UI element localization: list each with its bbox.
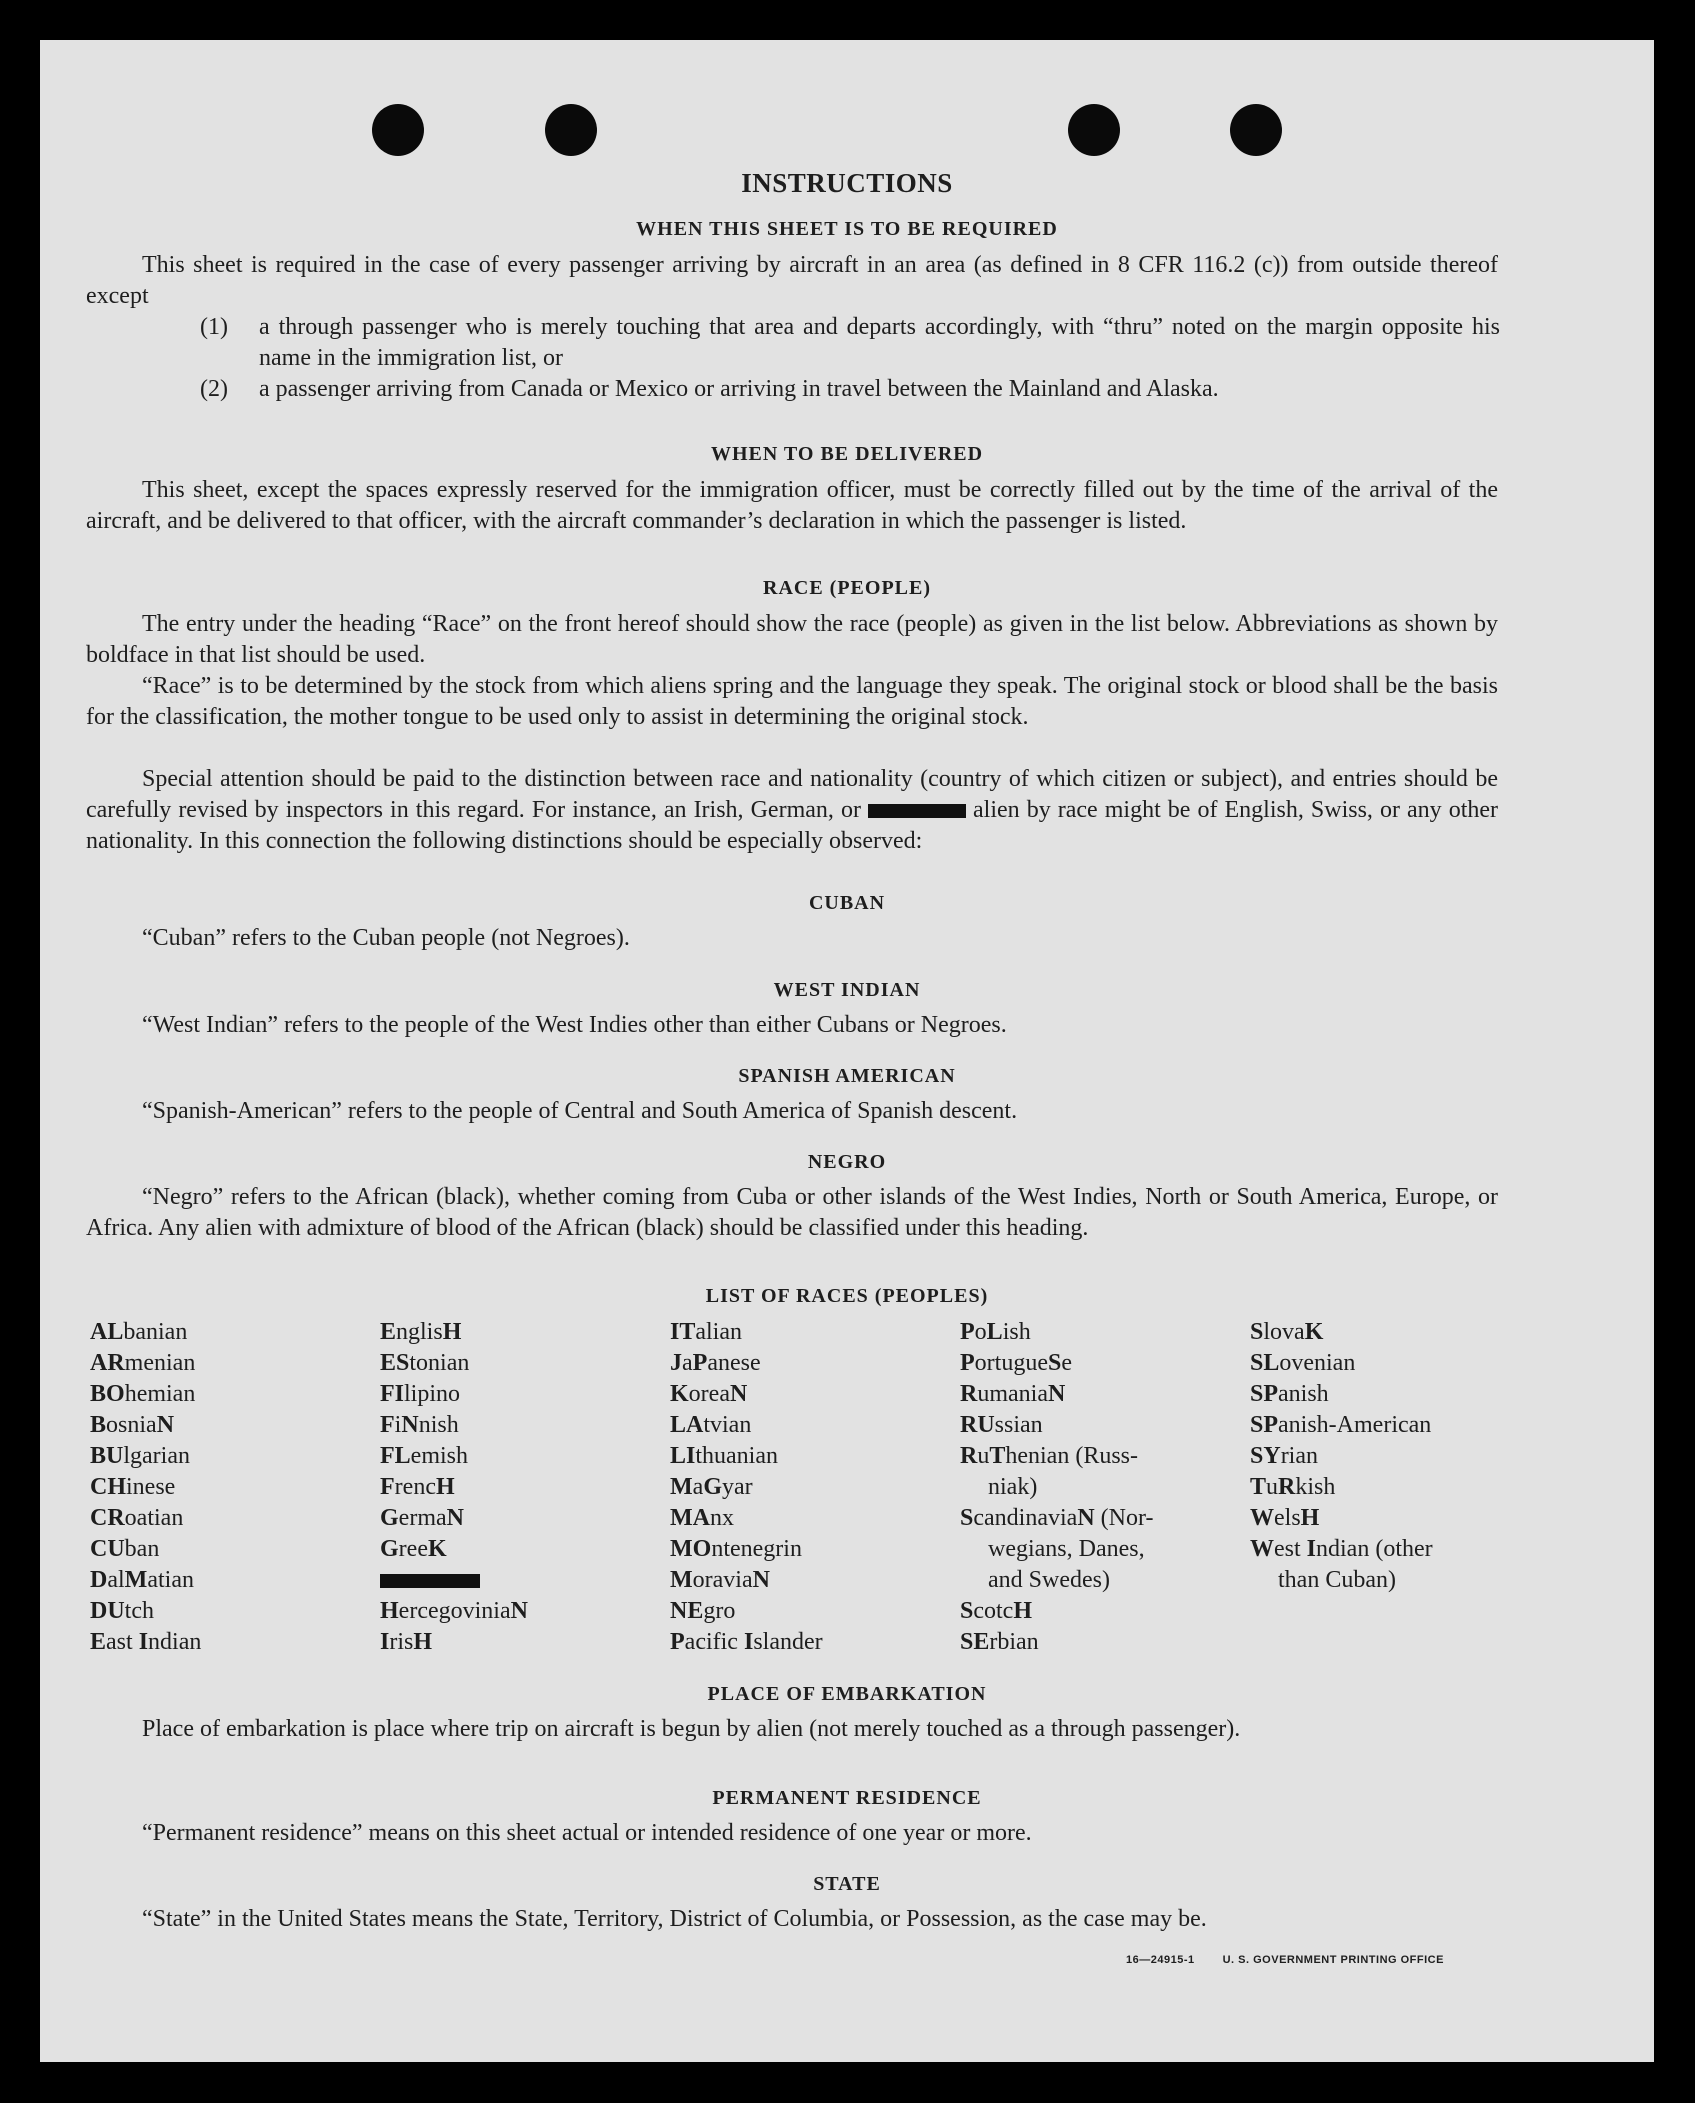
form-number: 16—24915-1 — [1126, 1954, 1195, 1966]
race-entry: BUlgarian — [90, 1443, 190, 1469]
races-column — [670, 1317, 950, 1658]
redaction-mark — [868, 804, 966, 818]
race-entry: MaGyar — [670, 1474, 753, 1500]
heading-spanish-american: SPANISH AMERICAN — [738, 1065, 956, 1087]
race-entry: MoraviaN — [670, 1567, 770, 1593]
race-paragraph-3-end: alien by race might be of English, Swiss, or any other nationality. In this connection the following distinctions should be especially observed: — [86, 797, 1499, 854]
race-entry: SPanish-American — [1250, 1412, 1432, 1438]
document-sheet — [40, 40, 1654, 2062]
race-paragraph-2: “Race” is to be determined by the stock from which aliens spring and the language they speak. The original stock or blood shall be the basis for the classification, the mother tongue to be used only to assist in determining the original stock. — [86, 673, 1498, 730]
heading-when-required: WHEN THIS SHEET IS TO BE REQUIRED — [636, 218, 1058, 240]
page-title: INSTRUCTIONS — [741, 168, 953, 198]
races-column — [380, 1317, 660, 1658]
item-number: (2) — [200, 376, 228, 402]
west-indian-text: “West Indian” refers to the people of the West Indies other than either Cubans or Negroes. — [142, 1012, 1007, 1038]
race-entry: RumaniaN — [960, 1381, 1066, 1407]
race-entry: East Indian — [90, 1629, 202, 1655]
race-entry: ITalian — [670, 1319, 742, 1345]
race-entry: niak) — [988, 1474, 1038, 1500]
race-entry: CUban — [90, 1536, 160, 1562]
race-entry: FLemish — [380, 1443, 468, 1469]
race-entry: KoreaN — [670, 1381, 748, 1407]
heading-cuban: CUBAN — [808, 892, 886, 914]
delivered-text: This sheet, except the spaces expressly reserved for the immigration officer, must be correctly filled out by the time of the arrival of the aircraft, and be delivered to that officer, with the aircraft commander’s declaration in which the passenger is listed. — [86, 477, 1498, 534]
races-column — [90, 1317, 370, 1658]
printer-name: U. S. GOVERNMENT PRINTING OFFICE — [1222, 1954, 1444, 1966]
race-entry: CHinese — [90, 1474, 176, 1500]
race-entry: RuThenian (Russ- — [960, 1443, 1139, 1469]
race-entry: CRoatian — [90, 1505, 184, 1531]
race-entry: DalMatian — [90, 1567, 194, 1593]
negro-text: “Negro” refers to the African (black), whether coming from Cuba or other islands of the West Indies, North or South America, Europe, or Africa. Any alien with admixture of blood of the African (black) should be classified under this heading. — [86, 1184, 1498, 1241]
punch-hole — [545, 104, 597, 156]
required-intro: This sheet is required in the case of every passenger arriving by aircraft in an area (as defined in 8 CFR 116.2 (c)) from outside thereof except — [86, 252, 1498, 309]
race-entry: EStonian — [380, 1350, 470, 1376]
race-entry: SLovenian — [1250, 1350, 1356, 1376]
punch-hole — [1068, 104, 1120, 156]
race-entry: PoLish — [960, 1319, 1031, 1345]
race-entry: EnglisH — [380, 1319, 462, 1345]
race-paragraph-1: The entry under the heading “Race” on the front hereof should show the race (people) as given in the list below. Abbreviations as shown by boldface in that list should be used. — [86, 611, 1498, 668]
state-text: “State” in the United States means the State, Territory, District of Columbia, or Possession, as the case may be. — [142, 1906, 1207, 1932]
exception-item-2 — [200, 374, 1500, 405]
race-entry: ARmenian — [90, 1350, 196, 1376]
footer-imprint — [1126, 1954, 1472, 1966]
race-entry: BOhemian — [90, 1381, 196, 1407]
embarkation-text: Place of embarkation is place where trip on aircraft is begun by alien (not merely touched as a through passenger). — [142, 1716, 1241, 1742]
race-entry: BosniaN — [90, 1412, 175, 1438]
race-entry: FIlipino — [380, 1381, 461, 1407]
punch-hole — [372, 104, 424, 156]
races-column — [960, 1317, 1240, 1658]
race-entry: WelsH — [1250, 1505, 1320, 1531]
race-entry: ALbanian — [90, 1319, 188, 1345]
cuban-text: “Cuban” refers to the Cuban people (not Negroes). — [142, 925, 630, 951]
item-text: a through passenger who is merely touching that area and departs accordingly, with “thru” noted on the margin opposite his name in the immigration list, or — [259, 314, 1500, 371]
race-entry: RUssian — [960, 1412, 1043, 1438]
race-entry: West Indian (other — [1250, 1536, 1433, 1562]
heading-embarkation: PLACE OF EMBARKATION — [707, 1683, 987, 1705]
race-entry: IrisH — [380, 1629, 433, 1655]
race-entry: GermaN — [380, 1505, 464, 1531]
heading-permanent-residence: PERMANENT RESIDENCE — [712, 1787, 982, 1809]
heading-when-delivered: WHEN TO BE DELIVERED — [710, 443, 984, 465]
race-entry — [380, 1565, 660, 1596]
punch-hole — [1230, 104, 1282, 156]
race-entry: PortugueSe — [960, 1350, 1072, 1376]
race-entry: SlovaK — [1250, 1319, 1324, 1345]
item-number: (1) — [200, 314, 228, 340]
race-entry: wegians, Danes, — [988, 1536, 1145, 1562]
race-entry: SYrian — [1250, 1443, 1318, 1469]
race-entry: HercegoviniaN — [380, 1598, 528, 1624]
heading-west-indian: WEST INDIAN — [773, 979, 921, 1001]
race-paragraph-3 — [86, 764, 1498, 857]
heading-list-of-races: LIST OF RACES (PEOPLES) — [705, 1285, 989, 1307]
residence-text: “Permanent residence” means on this sheet actual or intended residence of one year or more. — [142, 1820, 1032, 1846]
race-entry: DUtch — [90, 1598, 154, 1624]
race-entry: SErbian — [960, 1629, 1039, 1655]
item-text: a passenger arriving from Canada or Mexico or arriving in travel between the Mainland and Alaska. — [259, 376, 1219, 402]
race-entry: MAnx — [670, 1505, 734, 1531]
race-entry: ScandinaviaN (Nor- — [960, 1505, 1154, 1531]
race-entry: Pacific Islander — [670, 1629, 823, 1655]
race-entry: and Swedes) — [988, 1567, 1110, 1593]
heading-state: STATE — [813, 1873, 881, 1895]
race-entry: than Cuban) — [1278, 1567, 1396, 1593]
race-paragraph-3-start: Special attention should be paid to the distinction between race and nationality (country of which citizen or subject), and entries should be carefully revised by inspectors in this regard. For instance, an Irish, German, or — [86, 766, 1498, 823]
race-entry: SPanish — [1250, 1381, 1329, 1407]
race-entry: FrencH — [380, 1474, 455, 1500]
race-entry: TuRkish — [1250, 1474, 1336, 1500]
race-entry: NEgro — [670, 1598, 736, 1624]
redaction-mark — [380, 1574, 480, 1588]
spanish-american-text: “Spanish-American” refers to the people of Central and South America of Spanish descent. — [142, 1098, 1018, 1124]
race-entry: FiNnish — [380, 1412, 459, 1438]
heading-race: RACE (PEOPLE) — [763, 577, 931, 599]
race-entry: GreeK — [380, 1536, 447, 1562]
race-entry: MOntenegrin — [670, 1536, 802, 1562]
races-column — [1250, 1317, 1530, 1596]
heading-negro: NEGRO — [807, 1151, 887, 1173]
exception-item-1 — [200, 312, 1500, 374]
race-entry: ScotcH — [960, 1598, 1033, 1624]
race-entry: JaPanese — [670, 1350, 761, 1376]
race-entry: LIthuanian — [670, 1443, 778, 1469]
race-entry: LAtvian — [670, 1412, 752, 1438]
